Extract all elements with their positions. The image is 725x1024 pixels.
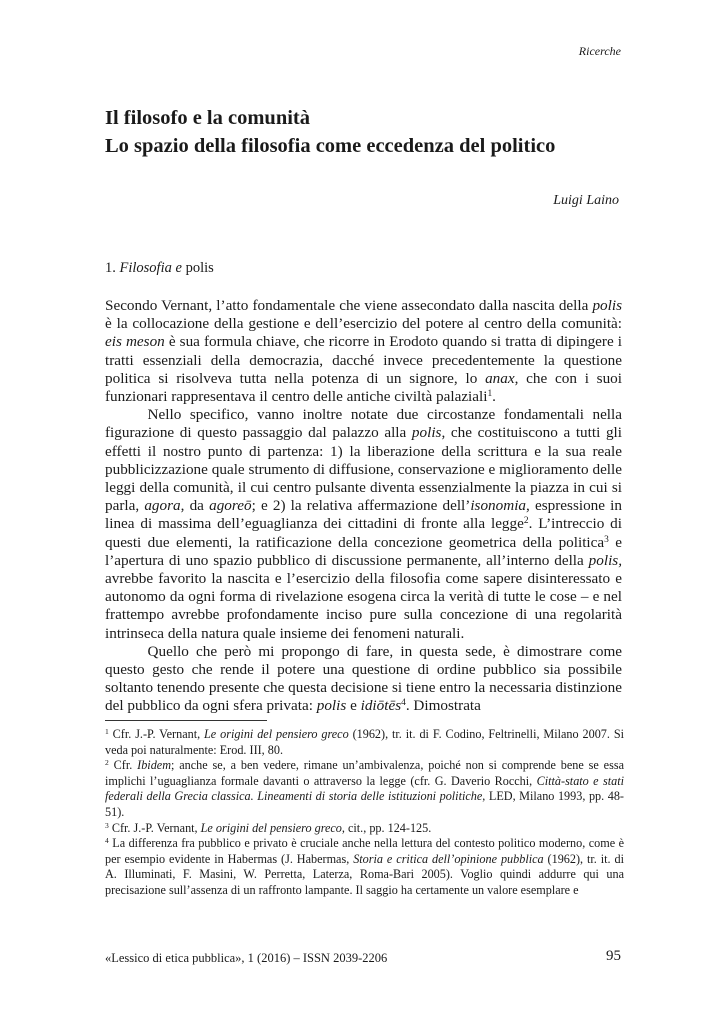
footnote-3: $^3$ Cfr. J.-P. Vernant, Le origini del pensiero greco, cit., pp. 124-125.	[105, 820, 432, 835]
footnote-ref-1[interactable]: 1	[487, 388, 493, 399]
body-text	[105, 297, 622, 716]
running-header: Ricerche	[578, 44, 621, 58]
section-title-italic: Filosofia e	[119, 260, 182, 276]
section-heading	[105, 260, 214, 277]
footnote-ref-4[interactable]: 4	[401, 698, 406, 709]
footnote-ref-3[interactable]: 3	[604, 534, 609, 545]
paragraph-1: Secondo Vernant, l’atto fondamentale che viene assecondato dalla nascita della polis è la collocazione della gestione e dell’esercizio del potere al centro della comunità: eis meson è sua formula chiave, che ricorre in Erodoto quando si tratta di dipingere i tratti essenziali della democrazia, dacché invece precedentemente la questione politica si risolveva tutta nella potenza di un signore, lo anax, che con i suoi funzionari rappresentava il centro delle antiche civiltà palaziali$^1$.	[105, 297, 623, 406]
journal-citation: «Lessico di etica pubblica», 1 (2016) – ISSN 2039-2206	[105, 951, 388, 965]
section-number: 1.	[105, 260, 116, 276]
footnotes	[105, 727, 624, 899]
section-title-roman: polis	[185, 260, 214, 276]
article-title	[105, 104, 555, 160]
paragraph-3: Quello che però mi propongo di fare, in questa sede, è dimostrare come questo gesto che rende il potere una questione di ordine pubblico sia possibile soltanto tenendo presente che questa decisione si tiene entro la necessaria distinzione del pubblico da ogni sfera privata: polis e idiōtēs$^4$. Dimostrata	[105, 642, 622, 715]
footnote-4: $^4$ La differenza fra pubblico e privato è cruciale anche nella lettura del contesto politico moderno, come è per esempio evidente in Habermas (J. Habermas, Storia e critica dell’opinione pubblica (1962), tr. it. di A. Illuminati, F. Masini, W. Perretta, Laterza, Roma-Bari 2005). Voglio quindi addurre qui una precisazione sull’assenza di un raffronto lampante. Il saggio ha certamente un valore esemplare e	[105, 836, 625, 897]
title-line-2: Lo spazio della filosofia come eccedenza del politico	[105, 135, 556, 157]
author-name: Luigi Laino	[553, 193, 619, 208]
footnote-2: $^2$ Cfr. Ibidem; anche se, a ben vedere, rimane un’ambivalenza, poiché non si comprende bene se essa implichi l’uguaglianza formale davanti o attraverso la legge (cfr. G. Daverio Rocchi, Città-stato e stati federali della Grecia classica. Lineamenti di storia delle istituzioni politiche, LED, Milano 1993, pp. 48-51).	[105, 758, 624, 819]
footnote-separator	[105, 720, 267, 721]
paragraph-2: Nello specifico, vanno inoltre notate due circostanze fondamentali nella figurazione di questo passaggio dal palazzo alla polis, che costituiscono a tutti gli effetti il nostro punto di partenza: 1) la liberazione della scrittura e la sua reale pubblicizzazione quale strumento di diffusione, conservazione e miglioramento delle leggi della comunità, il cui centro pulsante diventa essenzialmente la piazza in cui si parla, agora, da agoreō; e 2) la relativa affermazione dell’isonomia, espressione in linea di massima dell’eguaglianza dei cittadini di fronte alla legge$^2$. L’intreccio di questi due elementi, la ratificazione della concezione geometrica della politica$^3$ e l’apertura di uno spazio pubblico di discussione permanente, all’interno della polis, avrebbe favorito la nascita e l’esercizio della filosofia come sapere disinteressato e autonomo da ogni forma di rivelazione esogena circa la verità di tutte le cose – e nel frattempo avrebbe profondamente inciso pure sulla concezione di una regolarità intrinseca della natura quale insieme dei fenomeni naturali.	[105, 406, 622, 642]
footnote-1: $^1$ Cfr. J.-P. Vernant, Le origini del pensiero greco (1962), tr. it. di F. Codino, Feltrinelli, Milano 2007. Si veda poi naturalmente: Erod. III, 80.	[105, 726, 624, 757]
footnote-ref-2[interactable]: 2	[523, 516, 529, 527]
page-number: 95	[606, 948, 621, 964]
title-line-1: Il filosofo e la comunità	[105, 107, 310, 129]
